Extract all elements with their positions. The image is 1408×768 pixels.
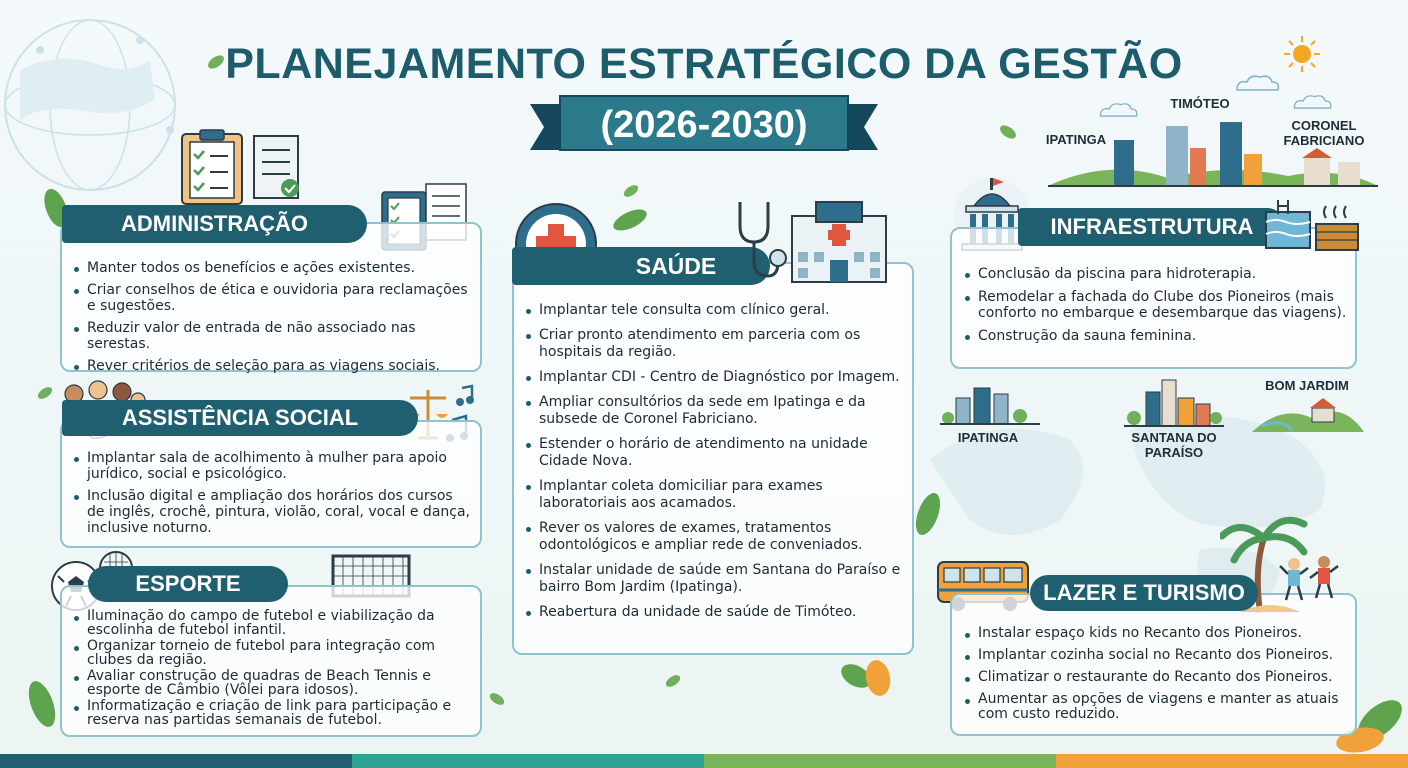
page-title: PLANEJAMENTO ESTRATÉGICO DA GESTÃO — [225, 40, 1183, 88]
list-infraestrutura — [965, 266, 1350, 351]
city-skyline-illustration — [1048, 118, 1378, 188]
list-item: Instalar unidade de saúde em Santana do Paraíso e bairro Bom Jardim (Ipatinga). — [526, 562, 906, 596]
section-title-assistencia-social: ASSISTÊNCIA SOCIAL — [62, 400, 418, 436]
stethoscope-hospital-icon — [732, 196, 892, 286]
list-item: Organizar torneio de futebol para integração com clubes da região. — [74, 639, 474, 667]
leaf-icon — [36, 384, 54, 402]
list-lazer-turismo — [965, 626, 1350, 729]
section-title-saude: SAÚDE — [512, 247, 770, 285]
list-item: Implantar tele consulta com clínico geral. — [526, 302, 906, 319]
list-item: Implantar sala de acolhimento à mulher para apoio jurídico, social e psicológico. — [74, 450, 474, 482]
list-item: Instalar espaço kids no Recanto dos Pioneiros. — [965, 626, 1350, 641]
leaf-icon — [22, 676, 62, 732]
city-label-ipatinga: IPATINGA — [1045, 132, 1107, 147]
list-item: Rever critérios de seleção para as viagens sociais. — [74, 358, 474, 374]
city-label-paraiso: PARAÍSO — [1144, 445, 1204, 460]
city-label-fabriciano: FABRICIANO — [1283, 133, 1365, 148]
bottom-color-bar — [0, 754, 1408, 768]
list-item: Reabertura da unidade de saúde de Timóteo. — [526, 604, 906, 621]
section-title-infraestrutura: INFRAESTRUTURA — [1018, 208, 1286, 246]
pool-sauna-icon — [1264, 198, 1360, 254]
list-item: Criar conselhos de ética e ouvidoria para reclamações e sugestões. — [74, 282, 474, 314]
list-administracao — [74, 260, 474, 380]
list-item: Reduzir valor de entrada de não associado nas serestas. — [74, 320, 474, 352]
leaf-icon — [664, 672, 682, 690]
list-item: Informatização e criação de link para participação e reserva nas partidas semanais de futebol. — [74, 699, 474, 727]
list-esporte — [74, 609, 474, 729]
leaf-icon — [908, 486, 948, 542]
cloud-icon — [1232, 72, 1282, 92]
section-title-administracao: ADMINISTRAÇÃO — [62, 205, 367, 243]
city-label-bom-jardim: BOM JARDIM — [1265, 378, 1349, 393]
sun-icon — [1282, 34, 1322, 74]
list-item: Estender o horário de atendimento na unidade Cidade Nova. — [526, 436, 906, 470]
list-item: Implantar CDI - Centro de Diagnóstico por Imagem. — [526, 369, 906, 386]
list-item: Conclusão da piscina para hidroterapia. — [965, 266, 1350, 282]
section-title-esporte: ESPORTE — [88, 566, 288, 602]
list-item: Criar pronto atendimento em parceria com os hospitais da região. — [526, 327, 906, 361]
city-bom-jardim-illustration — [1252, 394, 1364, 434]
leaf-icon — [998, 122, 1018, 142]
list-item: Implantar coleta domiciliar para exames laboratoriais aos acamados. — [526, 478, 906, 512]
list-item: Implantar cozinha social no Recanto dos Pioneiros. — [965, 648, 1350, 663]
period-label: (2026-2030) — [600, 104, 808, 146]
city-santana-illustration — [1124, 378, 1224, 428]
list-item: Iluminação do campo de futebol e viabilização da escolinha de futebol infantil. — [74, 609, 474, 637]
city-label-timoteo: TIMÓTEO — [1170, 96, 1230, 111]
list-item: Inclusão digital e ampliação dos horários dos cursos de inglês, crochê, pintura, violão, coral, vocal e dança, inclusive noturno. — [74, 488, 474, 536]
list-item: Manter todos os benefícios e ações existentes. — [74, 260, 474, 276]
list-item: Avaliar construção de quadras de Beach Tennis e esporte de Câmbio (Vôlei para idosos). — [74, 669, 474, 697]
leaf-icon — [610, 205, 650, 235]
list-item: Aumentar as opções de viagens e manter as atuais com custo reduzido. — [965, 692, 1350, 722]
list-saude — [526, 302, 906, 629]
leaf-icon — [836, 652, 896, 700]
list-item: Rever os valores de exames, tratamentos odontológicos e ampliar rede de conveniados. — [526, 520, 906, 554]
city-label-ipatinga-mid: IPATINGA — [957, 430, 1019, 445]
leaf-icon — [622, 182, 640, 200]
city-ipatinga-illustration — [940, 380, 1040, 426]
list-assistencia-social — [74, 450, 474, 542]
section-title-lazer-turismo: LAZER E TURISMO — [1030, 575, 1258, 611]
city-label-santana: SANTANA DO — [1131, 430, 1217, 445]
cloud-icon — [1290, 92, 1334, 110]
leaf-icon — [488, 690, 506, 708]
clipboard-checklist-icon — [178, 128, 308, 206]
list-item: Construção da sauna feminina. — [965, 328, 1350, 344]
cloud-icon — [1096, 100, 1140, 118]
list-item: Remodelar a fachada do Clube dos Pioneiros (mais conforto no embarque e desembarque das viagens). — [965, 289, 1350, 321]
city-label-coronel: CORONEL — [1291, 118, 1357, 133]
list-item: Ampliar consultórios da sede em Ipatinga e da subsede de Coronel Fabriciano. — [526, 394, 906, 428]
list-item: Climatizar o restaurante do Recanto dos Pioneiros. — [965, 670, 1350, 685]
